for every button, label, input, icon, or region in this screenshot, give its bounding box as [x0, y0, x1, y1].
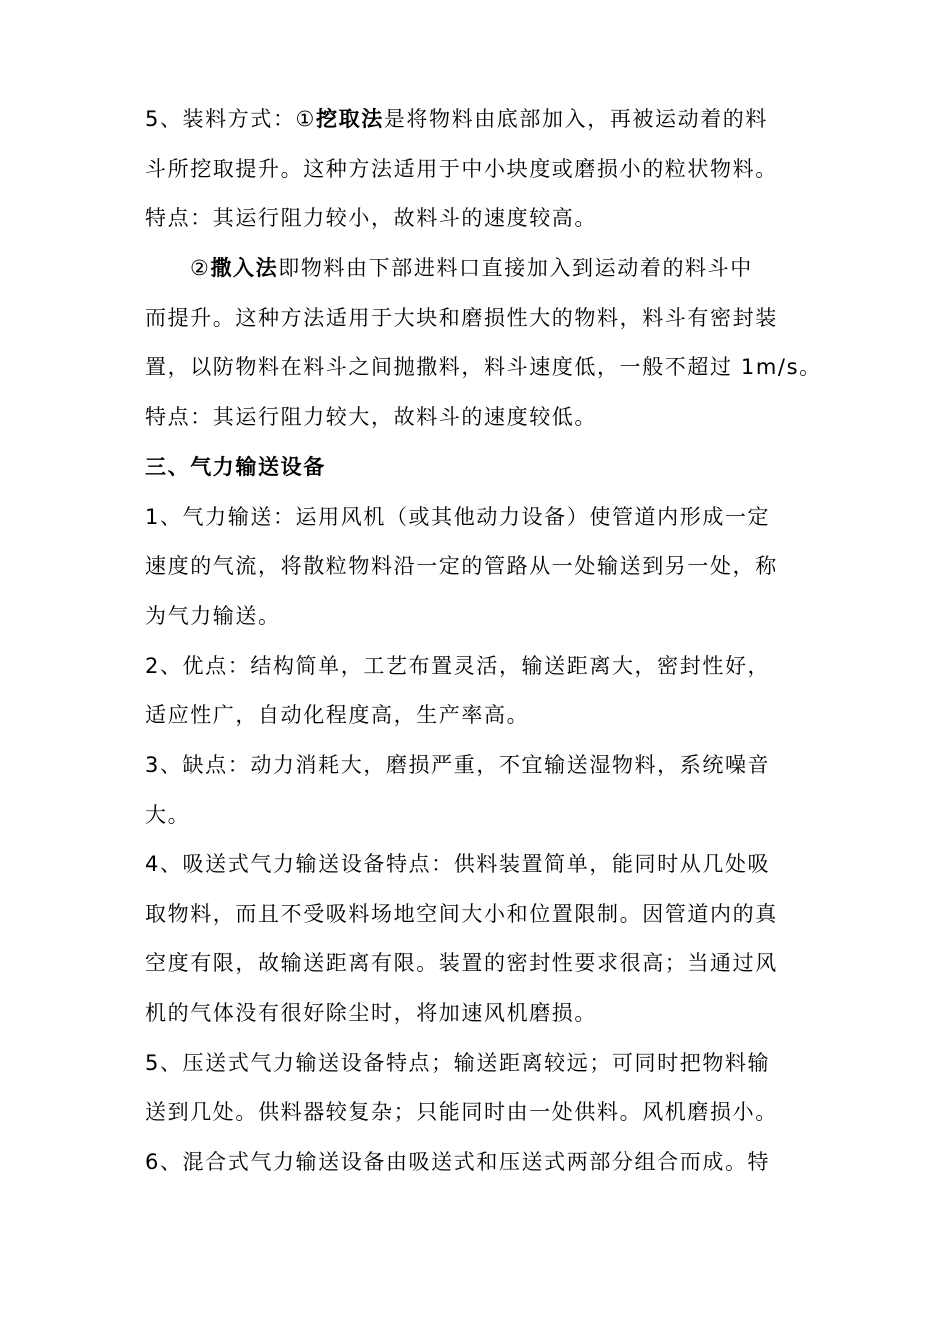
term-bold: 撒入法	[210, 256, 279, 280]
paragraph-line: 特点：其运行阻力较大，故料斗的速度较低。	[145, 405, 597, 429]
paragraph-line: 为气力输送。	[145, 604, 281, 628]
paragraph-line: 空度有限，故输送距离有限。装置的密封性要求很高；当通过风	[145, 951, 778, 975]
paragraph-line: 2、优点：结构简单，工艺布置灵活，输送距离大，密封性好，	[145, 654, 771, 678]
paragraph-line: 5、压送式气力输送设备特点；输送距离较远；可同时把物料输	[145, 1051, 771, 1075]
term-bold: 挖取法	[316, 107, 384, 131]
line-text: 是将物料由底部加入，再被运动着的料	[383, 107, 769, 131]
paragraph-line	[145, 104, 768, 134]
line-text: 5、装料方式：①	[145, 107, 316, 131]
paragraph-line: 速度的气流，将散粒物料沿一定的管路从一处输送到另一处，称	[145, 554, 778, 578]
paragraph-line: 取物料，而且不受吸料场地空间大小和位置限制。因管道内的真	[145, 902, 778, 926]
section-heading: 三、气力输送设备	[145, 455, 326, 479]
paragraph-line: 机的气体没有很好除尘时，将加速风机磨损。	[145, 1001, 597, 1025]
paragraph-line: 大。	[145, 803, 191, 827]
paragraph-line: 特点：其运行阻力较小，故料斗的速度较高。	[145, 206, 597, 230]
paragraph-line: 1、气力输送：运用风机（或其他动力设备）使管道内形成一定	[145, 505, 771, 529]
paragraph-line: 适应性广，自动化程度高，生产率高。	[145, 703, 530, 727]
paragraph-line: 置，以防物料在料斗之间抛撒料，料斗速度低，一般不超过 1m/s。	[145, 355, 822, 379]
line-text: ②	[190, 256, 211, 280]
line-text: 即物料由下部进料口直接加入到运动着的料斗中	[278, 256, 753, 280]
paragraph-line: 送到几处。供料器较复杂；只能同时由一处供料。风机磨损小。	[145, 1100, 778, 1124]
paragraph-line	[190, 253, 753, 283]
paragraph-line: 4、吸送式气力输送设备特点：供料装置简单，能同时从几处吸	[145, 852, 771, 876]
paragraph-line: 3、缺点：动力消耗大，磨损严重，不宜输送湿物料，系统噪音	[145, 753, 771, 777]
paragraph-line: 而提升。这种方法适用于大块和磨损性大的物料，料斗有密封装	[145, 306, 778, 330]
paragraph-line: 斗所挖取提升。这种方法适用于中小块度或磨损小的粒状物料。	[145, 157, 778, 181]
paragraph-line: 6、混合式气力输送设备由吸送式和压送式两部分组合而成。特	[145, 1150, 771, 1174]
